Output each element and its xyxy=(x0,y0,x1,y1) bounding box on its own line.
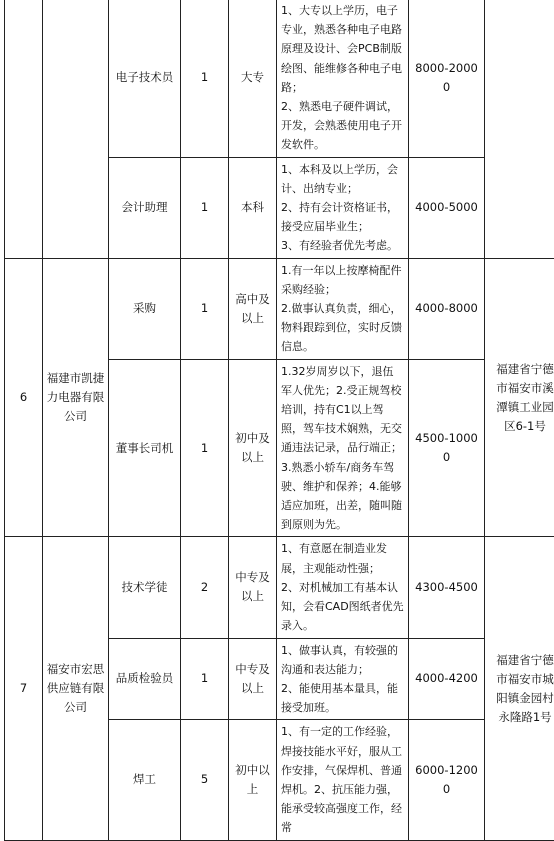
table-row xyxy=(5,258,554,359)
company-name xyxy=(43,0,109,258)
job-salary: 4300-4500 xyxy=(409,537,485,638)
job-count: 1 xyxy=(181,258,229,359)
requirement-line: 2.做事认真负责，细心，物料跟踪到位，实时反馈信息。 xyxy=(281,299,404,357)
job-requirements xyxy=(277,720,409,840)
requirement-line: 1、大专以上学历，电子专业，熟悉各种电子电路原理及设计、会PCB制版绘图、能维修各种电子电路； xyxy=(281,1,404,97)
job-education: 本科 xyxy=(229,157,277,258)
company-number xyxy=(5,0,43,258)
job-salary: 4500-10000 xyxy=(409,359,485,537)
job-salary: 4000-4200 xyxy=(409,638,485,720)
table-row xyxy=(5,0,554,157)
job-requirements xyxy=(277,0,409,157)
job-count: 5 xyxy=(181,720,229,840)
company-name: 福建市凯捷力电器有限公司 xyxy=(43,258,109,537)
job-salary: 4000-5000 xyxy=(409,157,485,258)
job-title: 技术学徒 xyxy=(109,537,181,638)
requirement-line: 1.32岁周岁以下，退伍军人优先；2.受正规驾校培训，持有C1以上驾照，驾车技术娴熟，无交通违法记录，品行端正；3.熟悉小轿车/商务车驾驶、维护和保养；4.能够适应加班，出差，随叫随到原则为先。 xyxy=(281,362,404,535)
job-title: 焊工 xyxy=(109,720,181,840)
job-salary: 4000-8000 xyxy=(409,258,485,359)
job-title: 品质检验员 xyxy=(109,638,181,720)
job-count: 1 xyxy=(181,638,229,720)
requirement-line: 2、能使用基本量具，能接受加班。 xyxy=(281,679,404,717)
requirement-line: 2、熟悉电子硬件调试，开发，会熟悉使用电子开发软件。 xyxy=(281,97,404,155)
job-requirements xyxy=(277,638,409,720)
job-listing-table xyxy=(4,0,554,841)
job-requirements xyxy=(277,258,409,359)
job-title: 电子技术员 xyxy=(109,0,181,157)
company-number: 6 xyxy=(5,258,43,537)
job-salary: 6000-12000 xyxy=(409,720,485,840)
job-count: 1 xyxy=(181,0,229,157)
job-education: 中专及以上 xyxy=(229,537,277,638)
job-education: 初中及以上 xyxy=(229,359,277,537)
company-address: 福建省宁德市福安市溪潭镇工业园区6-1号 xyxy=(485,258,554,537)
company-name: 福安市宏思供应链有限公司 xyxy=(43,537,109,840)
requirement-line: 2、持有会计资格证书，接受应届毕业生； xyxy=(281,198,404,236)
table-row xyxy=(5,537,554,638)
job-requirements xyxy=(277,157,409,258)
requirement-line: 1、有意愿在制造业发展，主观能动性强； xyxy=(281,539,404,577)
requirement-line: 2、对机械加工有基本认知，会看CAD图纸者优先录入。 xyxy=(281,578,404,636)
requirement-line: 1、本科及以上学历，会计、出纳专业； xyxy=(281,160,404,198)
job-education: 中专及以上 xyxy=(229,638,277,720)
job-requirements xyxy=(277,537,409,638)
job-count: 1 xyxy=(181,359,229,537)
requirement-line: 1、有一定的工作经验，焊接技能水平好，服从工作安排，气保焊机、普通焊机。2、抗压能力强，能承受较高强度工作，经常 xyxy=(281,722,404,837)
company-address: 福建省宁德市福安市城阳镇金园村永隆路1号 xyxy=(485,537,554,840)
requirement-line: 1、做事认真，有较强的沟通和表达能力； xyxy=(281,641,404,679)
job-education: 初中以上 xyxy=(229,720,277,840)
job-salary: 8000-20000 xyxy=(409,0,485,157)
job-requirements xyxy=(277,359,409,537)
job-title: 董事长司机 xyxy=(109,359,181,537)
company-address xyxy=(485,0,554,258)
job-education: 高中及以上 xyxy=(229,258,277,359)
requirement-line: 1.有一年以上按摩椅配件采购经验； xyxy=(281,261,404,299)
job-title: 采购 xyxy=(109,258,181,359)
company-number: 7 xyxy=(5,537,43,840)
job-count: 2 xyxy=(181,537,229,638)
job-count: 1 xyxy=(181,157,229,258)
job-title: 会计助理 xyxy=(109,157,181,258)
job-education: 大专 xyxy=(229,0,277,157)
requirement-line: 3、有经验者优先考虑。 xyxy=(281,236,404,255)
